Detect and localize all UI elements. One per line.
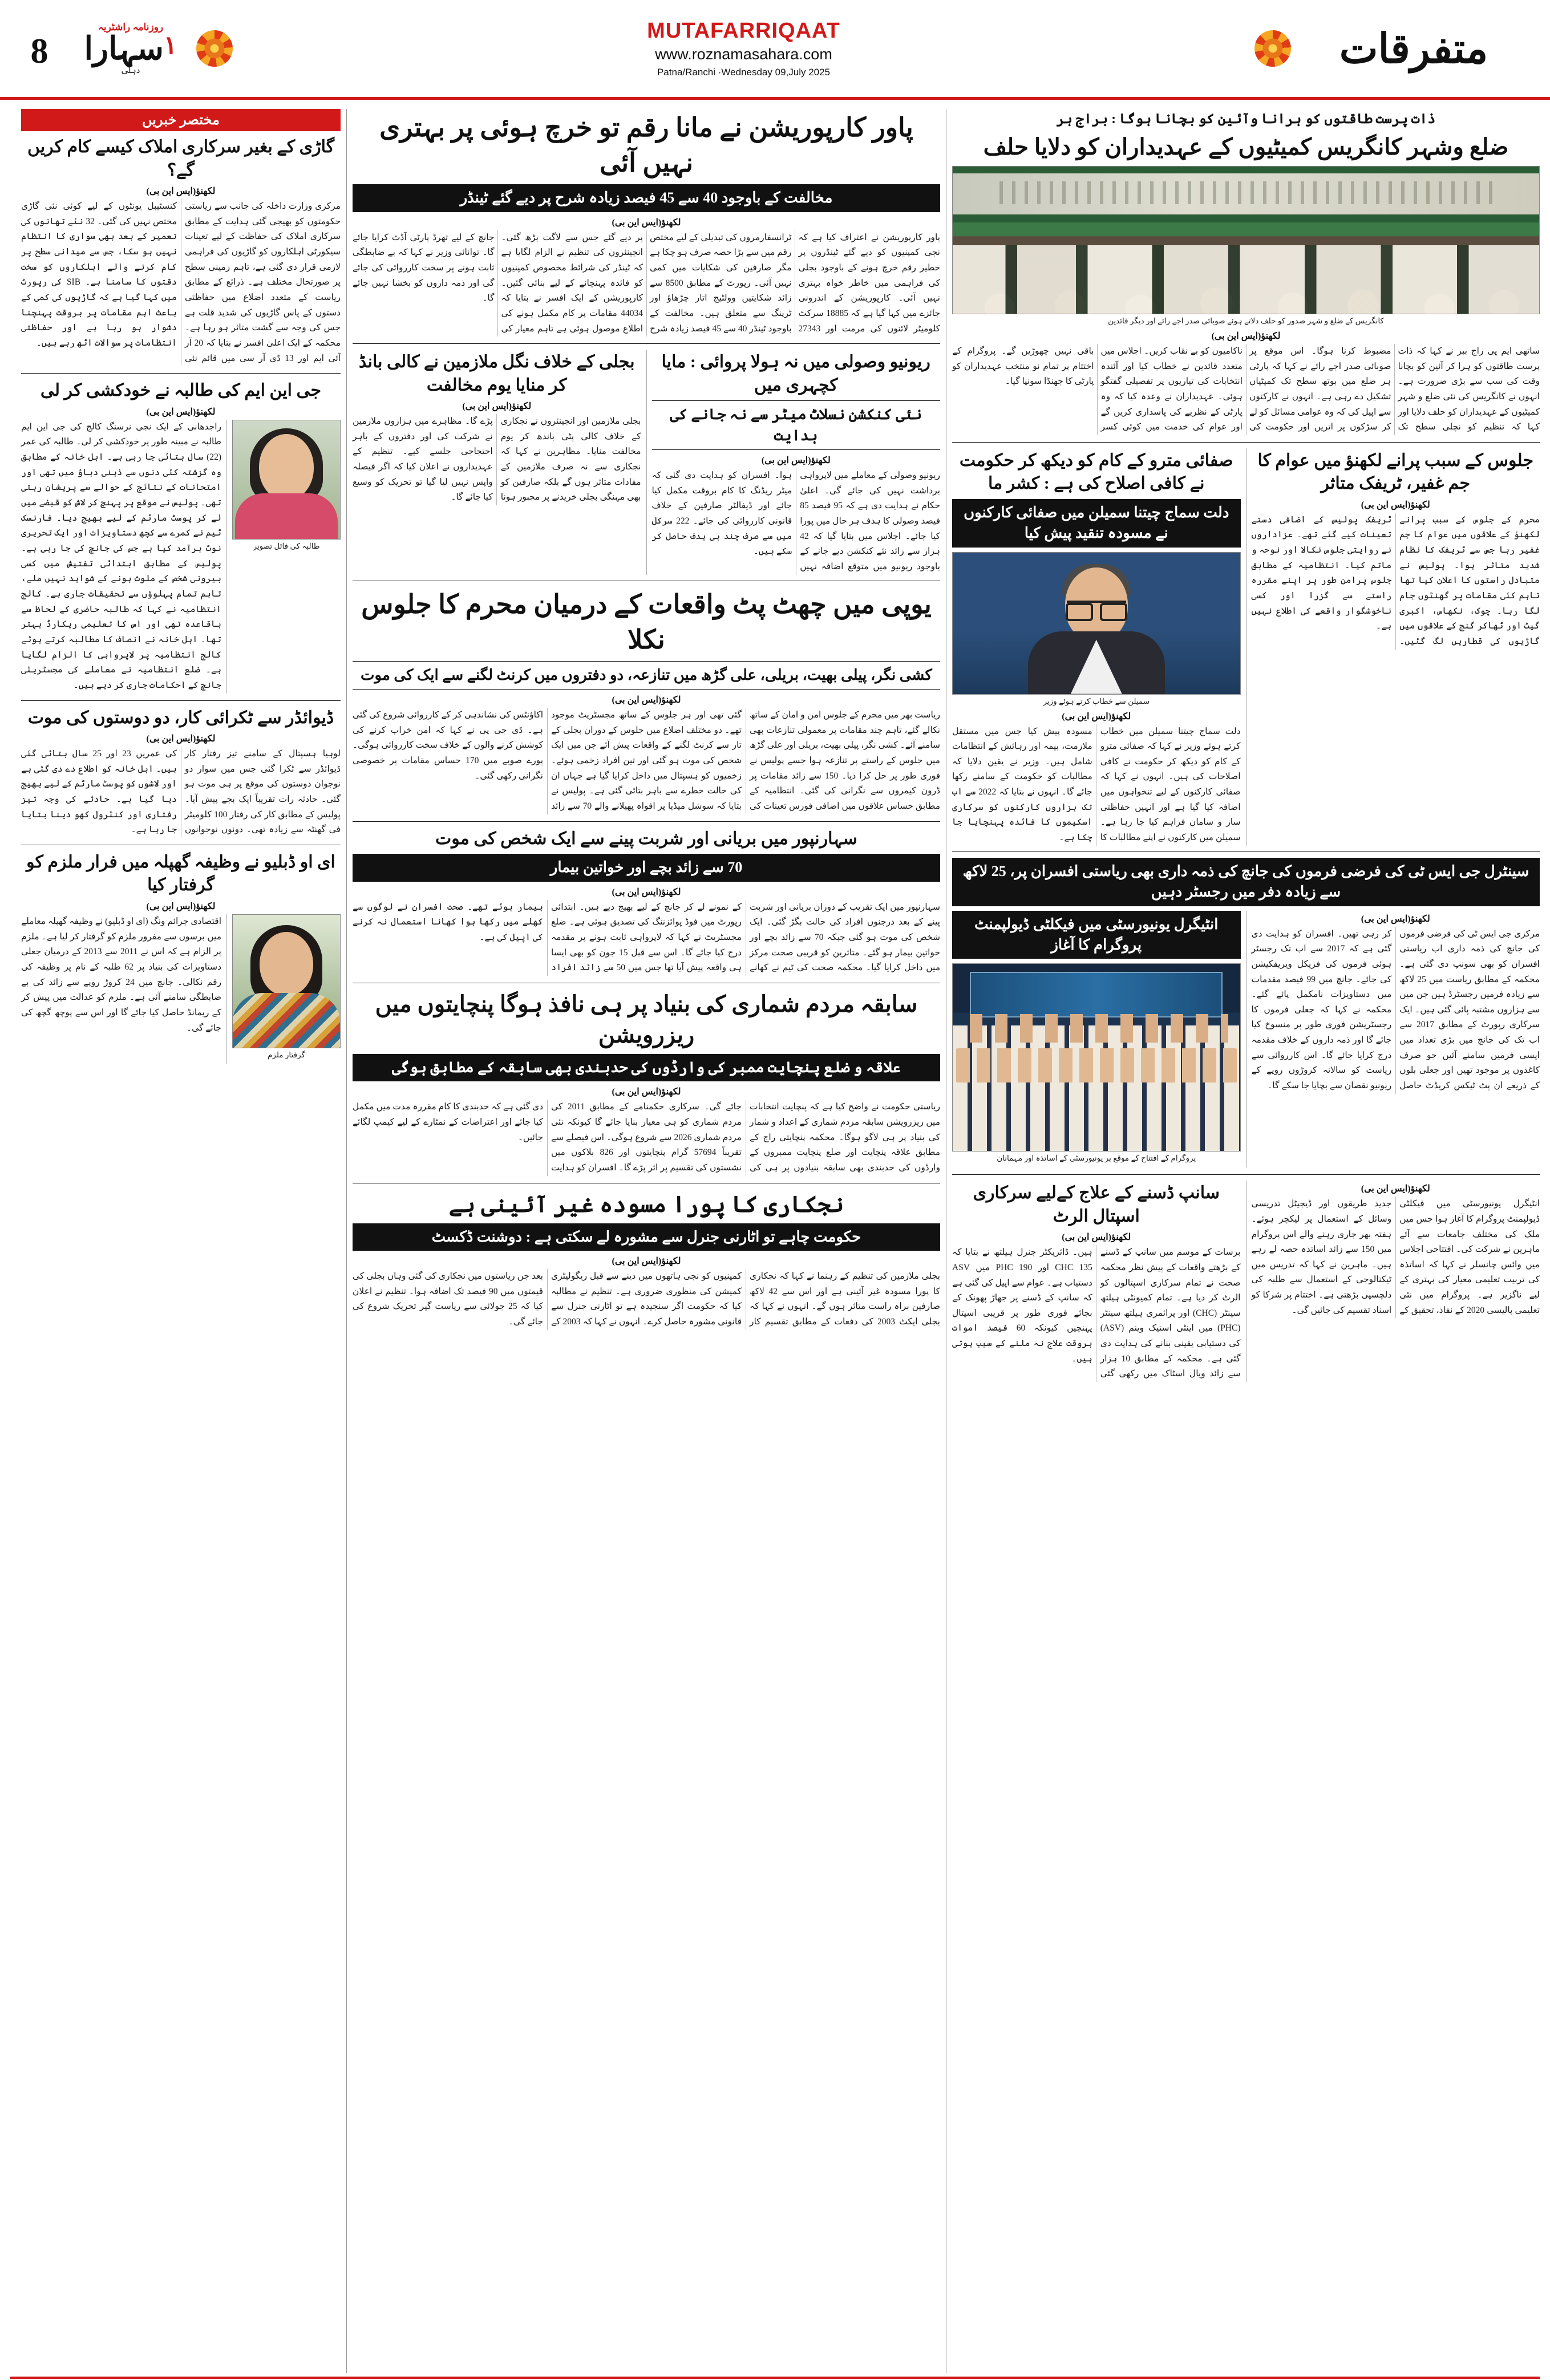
- right-split-1: [952, 448, 1540, 846]
- newspaper-logo: [65, 21, 196, 76]
- article-body: اقتصادی جرائم ونگ (ای او ڈبلیو) نے وظیفہ گھپلہ معاملے میں برسوں سے مفرور ملزم کو گرفتار کر لیا ہے۔ ملزم پر الزام ہے کہ اس نے 2011 سے 2013 کے درمیان جعلی دستاویزات کی بنیاد پر 62 طلبہ کے نام پر وظیفہ کی رقم نکالی۔ جانچ میں 24 کروڑ روپے سے زائد کی بے ضابطگی سامنے آئی ہے۔ ملزم کو عدالت میں پیش کر کے ریمانڈ حاصل کیا جائے گا اور اس سے پوچھ گچھ کی جائے گی۔: [21, 916, 221, 1033]
- article-byline: لکھنؤ(ایس این بی): [1361, 500, 1430, 510]
- article-headline: بجلی کے خلاف نگل ملازمین نے کالی بانڈ کر منایا یوم مخالفت: [358, 352, 635, 395]
- article-food-poisoning: [353, 828, 940, 976]
- article-byline: لکھنؤ(ایس این بی): [612, 217, 681, 228]
- article-muharram-procession: [353, 587, 940, 814]
- logo-top-text: روزنامہ راشٹریہ: [98, 22, 164, 33]
- article-integral-university: [952, 911, 1241, 1168]
- mid-split-1: [353, 350, 940, 574]
- dateline-english: Patna/Ranchi ·Wednesday 09,July 2025: [657, 67, 831, 78]
- article-headline: انٹیگرل یونیورسٹی میں فیکلٹی ڈیولپمنٹ پروگرام کا آغاز: [952, 911, 1241, 959]
- column-divider-2: [346, 109, 347, 2373]
- article-panchayat-reservation: [353, 989, 940, 1176]
- article-body: بجلی ملازمین اور انجینئروں نے نجکاری کے خلاف کالی پٹی باندھ کر یوم مخالفت منایا۔ مظاہرین نے کہا کہ نجکاری سے نہ صرف ملازمین کے مفادات متاثر ہوں گے بلکہ صارفین کو بھی مہنگی بجلی خریدنے پر مجبور ہونا پڑے گا۔ مظاہرے میں ہزاروں ملازمین نے شرکت کی اور دفتروں کے باہر احتجاجی جلسے کیے۔ تنظیم کے عہدیداروں نے اعلان کیا کہ اگر فیصلہ واپس نہیں لیا گیا تو تحریک کو وسیع کیا جائے گا۔: [353, 416, 641, 502]
- article-byline: لکھنؤ(ایس این بی): [146, 407, 216, 417]
- article-gst-fake-firms: [952, 858, 1540, 1167]
- article-body: ریاستی حکومت نے واضح کیا ہے کہ پنچایت انتخابات میں ریزرویشن سابقہ مردم شماری کے اعداد و شمار کی بنیاد پر ہی لاگو ہوگا۔ محکمہ پنچایتی راج کے مطابق علاقہ پنچایت اور ضلع پنچایت ممبروں کے وارڈوں کی حدبندی بھی سابقہ بنیادوں پر ہی کی جائے گی۔ سرکاری حکمنامے کے مطابق 2011 کی مردم شماری کو ہی معیار بنایا جائے گا کیونکہ نئی مردم شماری 2026 سے شروع ہوگی۔ اس فیصلے سے تقریباً 57694 گرام پنچایتوں اور 826 بلاکوں میں نشستوں کی تقسیم پر اثر پڑے گا۔ افسران کو ہدایت دی گئی ہے کہ حدبندی کا کام مقررہ مدت میں مکمل کیا جائے اور اعتراضات کے نمٹارے کے لیے کیمپ لگائے جائیں۔: [353, 1102, 940, 1173]
- article-snake-bite-alert: [952, 1181, 1241, 1382]
- article-headline: یوپی میں چھٹ پٹ واقعات کے درمیان محرم کا جلوس نکلا: [361, 589, 932, 654]
- article-body: مرکزی جی ایس ٹی کی فرضی فرموں کی جانچ کی ذمہ داری اب ریاستی افسران کو بھی سونپ دی گئی ہے۔ محکمہ کے مطابق ریاست میں 25 لاکھ سے زیادہ فرمیں رجسٹرڈ ہیں جن میں سے ہزاروں مشتبہ پائی گئی ہیں۔ ایک سرکاری رپورٹ کے مطابق 2017 سے اب تک کی جانچ میں بڑی تعداد میں ایسی فرمیں سامنے آئیں جو صرف کاغذوں پر موجود تھیں اور جعلی بلوں کے ذریعے ان پٹ ٹیکس کریڈٹ حاصل کر رہی تھیں۔ افسران کو ہدایت دی گئی ہے کہ 2017 سے اب تک رجسٹر ہوئی فرموں کی فزیکل ویریفکیشن کی جائے۔ جانچ میں 99 فیصد مقدمات میں دستاویزات نامکمل پائے گئے۔ محکمہ نے کہا کہ جعلی فرموں کا رجسٹریشن فوری طور پر منسوخ کیا جائے گا اور ذمہ داروں کے خلاف مقدمہ درج کرایا جائے گا۔ اس کارروائی سے ریاست کو سالانہ کروڑوں روپے کے ریونیو نقصان سے بچایا جا سکے گا۔: [1251, 929, 1540, 1091]
- article-subhead: کشی نگر، پیلی بھیت، بریلی، علی گڑھ میں تنازعہ، دو دفتروں میں کرنٹ لگنے سے ایک کی موت: [353, 661, 940, 690]
- photo-student-portrait: [232, 420, 341, 540]
- article-revenue-collection: [652, 350, 941, 574]
- article-headline: پاور کارپوریشن نے مانا رقم تو خرچ ہوئی پر بہتری نہیں آئی: [379, 113, 913, 178]
- section-title-urdu: متفرقات: [1339, 26, 1488, 72]
- right-split-2: [952, 1181, 1540, 1382]
- article-govt-vehicles: [21, 136, 341, 366]
- masthead-right: [1291, 25, 1536, 73]
- article-body: ریاست بھر میں محرم کے جلوس امن و امان کے ساتھ نکالے گئے، تاہم چند مقامات پر معمولی تنازعات بھی سامنے آئے۔ کشی نگر، پیلی بھیت، بریلی اور علی گڑھ میں جلوس کے راستے پر تنازعہ ہوا جسے پولیس نے فوری طور پر حل کرا دیا۔ 150 سے زائد مقامات پر ڈرون کیمروں سے نگرانی کی گئی۔ انتظامیہ کے مطابق حساس علاقوں میں اضافی فورس تعینات کی گئی تھی اور ہر جلوس کے ساتھ مجسٹریٹ موجود تھے۔ دو مختلف اضلاع میں جلوس کے دوران بجلی کے تار سے کرنٹ لگنے کے واقعات پیش آئے جن میں ایک شخص کی موت ہو گئی اور تین افراد زخمی ہوئے۔ زخمیوں کو ہسپتال میں داخل کرایا گیا ہے جہاں ان کی حالت خطرے سے باہر بتائی گئی ہے۔ پولیس نے بتایا کہ سوشل میڈیا پر افواہ پھیلانے والے 70 سے زائد اکاؤنٹس کی نشاندہی کر کے کارروائی شروع کی گئی ہے۔ ڈی جی پی نے کہا کہ امن خراب کرنے کی کوشش کرنے والوں کے خلاف سخت کارروائی ہوگی۔ پورے صوبے میں 170 حساس مقامات پر خصوصی نگرانی رکھی گئی۔: [353, 710, 940, 812]
- photo-minister-portrait: [952, 552, 1241, 695]
- page-content: [0, 103, 1550, 2373]
- article-byline: لکھنؤ(ایس این بی): [1211, 331, 1281, 341]
- article-body-lead: راجدھانی کے ایک نجی نرسنگ کالج کی جی این ایم طالبہ نے مبینہ طور پر خودکشی کر لی۔ طالبہ کی عمر (22) سال بتائی جا رہی ہے۔ اہل خانہ کے مطابق وہ گزشتہ کئی دنوں سے ذہنی دباؤ میں تھی اور امتحانات کے نتائج کے حوالے سے پریشان رہتی تھی۔ پولیس نے موقع پر پہنچ کر لاش کو قبضے میں لے کر پوسٹ مارٹم کے لیے بھیج دیا۔ فارنسک ٹیم نے کمرے سے کچھ دستاویزات اور ایک تحریری نوٹ برآمد کیا ہے جس کی جانچ کی جا رہی ہے۔ پولیس کے مطابق ابتدائی تفتیش میں کسی بیرونی شخص کے ملوث ہونے کے شواہد نہیں ملے، تاہم تمام پہلوؤں سے تحقیقات جاری ہے۔ کالج انتظامیہ نے کہا کہ طالبہ حاضری کے لحاظ سے باقاعدہ تھی اور اس کا تعلیمی ریکارڈ بہتر تھا۔ اہل خانہ نے انصاف کا مطالبہ کرتے ہوئے کالج انتظامیہ پر لاپرواہی کا الزام لگایا ہے۔ ضلع انتظامیہ نے معاملے کی مجسٹریٹی جانچ کے احکامات جاری کر دیے ہیں۔: [21, 421, 221, 690]
- photo-caption: گرفتار ملزم: [268, 1050, 305, 1059]
- article-headline: ضلع وشہر کانگریس کمیٹیوں کے عہدیداران کو دلایا حلف: [983, 134, 1509, 160]
- article-subhead: 70 سے زائد بچے اور خواتین بیمار: [353, 854, 940, 881]
- article-car-divider-crash: [21, 707, 341, 838]
- article-byline: لکھنؤ(ایس این بی): [146, 734, 216, 744]
- masthead-center: [233, 19, 1254, 78]
- article-byline: لکھنؤ(ایس این بی): [612, 1087, 681, 1097]
- article-body: دلت سماج چیتنا سمیلن میں خطاب کرتے ہوئے وزیر نے کہا کہ صفائی مترو کے کام کو دیکھ کر حکومت نے کافی اصلاحات کی ہیں۔ انہوں نے کہا کہ صفائی کارکنوں کے لیے تنخواہوں میں اضافہ کیا گیا ہے اور انہیں حفاظتی ساز و سامان فراہم کیا جا رہا ہے۔ سمیلن میں کارکنوں نے اپنے مطالبات کا مسودہ پیش کیا جس میں مستقل ملازمت، بیمہ اور رہائش کے انتظامات شامل ہیں۔ وزیر نے یقین دلایا کہ مطالبات کو حکومت کے سامنے رکھا جائے گا۔ انہوں نے بتایا کہ 2022 سے اب تک ہزاروں کارکنوں کو سرکاری اسکیموں کا فائدہ پہنچایا جا چکا ہے۔: [952, 726, 1241, 843]
- article-safai-mitra: [952, 448, 1241, 846]
- column-right: [952, 109, 1540, 2373]
- article-subhead: دلت سماج چیتنا سمیلن میں صفائی کارکنوں نے مسودہ تنقید پیش کیا: [952, 499, 1241, 548]
- column-middle: [353, 109, 940, 2373]
- column-left: [21, 109, 341, 2373]
- article-subhead: علاقہ و ضلع پنچایت ممبر کی وارڈوں کی حدبندی بھی سابقہ کے مطابق ہوگی: [353, 1054, 940, 1081]
- photo-caption: پروگرام کے افتتاح کے موقع پر یونیورسٹی کے اساتذہ اور مہمانان: [997, 1154, 1196, 1163]
- article-headline: ای او ڈبلیو نے وظیفہ گھپلہ میں فرار ملزم کو گرفتار کیا: [26, 852, 335, 895]
- photo-caption: کانگریس کے ضلع و شہر صدور کو حلف دلاتے ہوئے صوبائی صدر اجے رائے اور دیگر قائدین: [1108, 317, 1384, 325]
- website-url[interactable]: www.roznamasahara.com: [655, 46, 832, 63]
- article-privatisation-unconstitutional: [353, 1189, 940, 1330]
- masthead: [0, 0, 1550, 100]
- photo-congress-stage: [952, 166, 1540, 314]
- article-body: ریونیو وصولی کے معاملے میں لاپرواہی برداشت نہیں کی جائے گی۔ اعلیٰ حکام نے ہدایت دی ہے کہ 95 فیصد 85 فیصد وصولی کا ہدف ہر حال میں پورا کیا جائے۔ اجلاس میں بتایا گیا کہ 42 ہزار سے زائد نئے کنکشن دیے جانے کے باوجود ریونیو میں متوقع اضافہ نہیں ہوا۔ افسران کو ہدایت دی گئی کہ میٹر ریڈنگ کا کام بروقت مکمل کیا جائے اور ڈیفالٹر صارفین کے خلاف قانونی کارروائی کی جائے۔ 222 سرکل میں سے صرف چند ہی ہدف حاصل کر سکے ہیں۔: [651, 470, 940, 571]
- article-kicker: ذات پرست طاقتوں کو ہرانا وآئین کو بچانا ہوگا : براج ہر: [1056, 112, 1436, 127]
- article-headline: ریونیو وصولی میں نہ ہولا پروائی : مایا کچہری میں: [661, 352, 930, 395]
- article-byline: لکھنؤ(ایس این بی): [146, 901, 216, 911]
- section-title-english: MUTAFARRIQAAT: [647, 19, 840, 43]
- photo-faculty-group: [952, 963, 1241, 1152]
- photo-caption: طالبہ کی فائل تصویر: [253, 541, 320, 550]
- photo-caption: سمیلن سے خطاب کرتے ہوئے وزیر: [1043, 696, 1150, 706]
- article-headline: سابقہ مردم شماری کی بنیاد پر ہی نافذ ہوگا پنچایتوں میں ریزرویشن: [375, 991, 918, 1048]
- article-headline: جلوس کے سبب پرانے لکھنؤ میں عوام کا جم غفیر، ٹریفک متاثر: [1257, 451, 1534, 493]
- article-headline: ڈیوائڈر سے ٹکرائی کار، دو دوستوں کی موت: [27, 708, 334, 727]
- page-number: 8: [30, 31, 48, 71]
- article-headline: صفائی مترو کے کام کو دیکھ کر حکومت نے کافی اصلاح کی ہے : کشر ما: [959, 451, 1233, 493]
- article-body: محرم کے جلوس کے سبب پرانے لکھنؤ کے علاقوں میں عوام کا جم غفیر رہا جس سے ٹریفک کا نظام شدید متاثر ہوا۔ پولیس نے متبادل راستوں کا اعلان کیا تھا تاہم کئی مقامات پر گھنٹوں جام لگا رہا۔ چوک، نکھاس، اکبری گیٹ اور ٹھاکر گنج کے علاقوں میں گاڑیوں کی قطاریں لگ گئیں۔ ٹریفک پولیس کے اضافی دستے تعینات کیے گئے تھے۔ عزاداروں نے روایتی جلوس نکالا اور نوحہ و ماتم کیا۔ انتظامیہ کے مطابق جلوس پرامن طور پر اپنے مقررہ راستے سے گزرا اور کسی ناخوشگوار واقعے کی اطلاع نہیں ہے۔: [1251, 514, 1540, 647]
- article-power-corporation: [353, 110, 940, 336]
- article-headline: سینٹرل جی ایس ٹی کی فرضی فرموں کی جانچ کی ذمہ داری بھی ریاستی افسران پر، 25 لاکھ سے زیادہ دفر میں رجسٹر دہیں: [952, 858, 1540, 906]
- logo-main-text: [84, 33, 177, 65]
- article-headline: گاڑی کے بغیر سرکاری املاک کیسے کام کریں گے؟: [27, 137, 335, 180]
- sunflower-icon-2: [1254, 30, 1291, 67]
- article-headline: سانپ ڈسنے کے علاج کےلیے سرکاری اسپتال الرٹ: [973, 1183, 1220, 1226]
- article-subhead: مخالفت کے باوجود 40 سے 45 فیصد زیادہ شرح پر دیے گئے ٹینڈر: [353, 184, 940, 212]
- article-byline: لکھنؤ(ایس این بی): [146, 186, 216, 196]
- article-muharram-traffic: [1252, 448, 1540, 846]
- article-body: انٹیگرل یونیورسٹی میں فیکلٹی ڈیولپمنٹ پروگرام کا آغاز ہوا جس میں ملک کی مختلف جامعات سے آئے ماہرین نے شرکت کی۔ افتتاحی اجلاس میں وائس چانسلر نے کہا کہ اساتذہ کی تربیت تعلیمی معیار کی بہتری کے لیے ناگزیر ہے۔ پروگرام میں نئی تعلیمی پالیسی 2020 کے نفاذ، تحقیق کے جدید طریقوں اور ڈیجیٹل تدریسی وسائل کے استعمال پر لیکچر ہوئے۔ ہفتہ بھر جاری رہنے والے اس پروگرام میں 150 سے زائد اساتذہ حصہ لے رہے ہیں۔ ماہرین نے کہا کہ تدریس میں ٹیکنالوجی کے استعمال سے طلبہ کی دلچسپی بڑھتی ہے۔ اختتام پر شرکا کو اسناد تقسیم کی جائیں گی۔: [1251, 1199, 1540, 1315]
- article-headline: جی این ایم کی طالبہ نے خودکشی کر لی: [40, 381, 322, 400]
- article-byline: لکھنؤ(ایس این بی): [612, 887, 681, 897]
- article-eow-scholarship-arrest: [21, 851, 341, 1064]
- article-body: بجلی ملازمین کی تنظیم کے رہنما نے کہا کہ نجکاری کا پورا مسودہ غیر آئینی ہے اور اس سے 42 لاکھ صارفین براہ راست متاثر ہوں گے۔ انہوں نے کہا کہ بجلی ایکٹ 2003 کی دفعات کے مطابق تقسیم کار کمپنیوں کو نجی ہاتھوں میں دینے سے قبل ریگولیٹری کمیشن کی منظوری ضروری ہے۔ تنظیم نے مطالبہ کیا کہ حکومت اگر سنجیدہ ہے تو اٹارنی جنرل سے قانونی مشورہ حاصل کرے۔ انہوں نے کہا کہ 2003 کے بعد جن ریاستوں میں نجکاری کی گئی وہاں بجلی کی قیمتوں میں 90 فیصد تک اضافہ ہوا۔ تنظیم نے اعلان کیا کہ 25 جولائی سے ریاست گیر تحریک شروع کی جائے گی۔: [353, 1271, 940, 1327]
- article-congress-oath: [952, 109, 1540, 435]
- logo-word: سہارا: [84, 31, 164, 67]
- footer-rule: [10, 2377, 1540, 2379]
- article-body: سہارنپور میں ایک تقریب کے دوران بریانی اور شربت پینے کے بعد درجنوں افراد کی حالت بگڑ گئی۔ ایک شخص کی موت ہو گئی جبکہ 70 سے زائد بچے اور خواتین بیمار ہو گئے۔ متاثرین کو قریبی صحت مرکز میں داخل کرایا گیا۔ محکمہ صحت کی ٹیم نے کھانے کے نمونے لے کر جانچ کے لیے بھیج دیے ہیں۔ ابتدائی رپورٹ میں فوڈ پوائزننگ کی تصدیق ہوئی ہے۔ ضلع مجسٹریٹ نے کہا کہ لاپرواہی ثابت ہونے پر مقدمہ درج کیا جائے گا۔ اس سے قبل 15 جون کو بھی ایسا ہی واقعہ پیش آیا تھا جس میں 50 سے زائد افراد بیمار ہوئے تھے۔ صحت افسران نے لوگوں سے کھلے میں رکھا ہوا کھانا استعمال نہ کرنے کی اپیل کی ہے۔: [353, 902, 940, 973]
- logo-numeral: ١: [163, 31, 177, 59]
- article-byline: لکھنؤ(ایس این بی): [1361, 1184, 1430, 1194]
- article-byline: لکھنؤ(ایس این بی): [761, 455, 831, 465]
- sunflower-icon: [196, 30, 233, 67]
- photo-arrested-person: [232, 914, 341, 1048]
- article-headline: نجکاری کا پورا مسودہ غیر آئینی ہے: [448, 1191, 844, 1217]
- article-bijli-protest: [353, 350, 641, 574]
- article-byline: لکھنؤ(ایس این بی): [612, 1256, 681, 1266]
- article-subhead: نئی کنکشن نسلاٹ میٹر سے نہ جانے کی ہدایت: [652, 400, 941, 450]
- article-byline: لکھنؤ(ایس این بی): [612, 695, 681, 706]
- article-headline: سہارنپور میں بریانی اور شربت پینے سے ایک شخص کی موت: [435, 829, 857, 848]
- article-body: مرکزی وزارت داخلہ کی جانب سے ریاستی حکومتوں کو بھیجی گئی ہدایت کے مطابق سرکاری املاک کی حفاظت کے لیے تعینات سیکورٹی اہلکاروں کو گاڑیوں کی فراہمی لازمی قرار دی گئی ہے، تاہم زمینی سطح پر صورتحال مختلف ہے۔ ذرائع کے مطابق ریاست کے متعدد اضلاع میں حفاظتی دستوں کے پاس گاڑیوں کی شدید قلت ہے جس کی وجہ سے گشت متاثر ہو رہا ہے۔ محکمہ کے ایک اعلیٰ افسر نے بتایا کہ 20 آر آئی ایم اور 13 ڈی آر سی میں قائم نئی کنسٹیبل یونٹوں کے لیے کوئی نئی گاڑی مختص نہیں کی گئی۔ 32 نئے تھانوں کی تعمیر کے بعد بھی سواری کا انتظام نہیں ہو سکا، جس سے میدانی سطح پر کام کرنے والے اہلکاروں کو سخت دقتوں کا سامنا ہے۔ SIB کی رپورٹ میں کہا گیا ہے کہ گاڑیوں کی کمی کے باعث اہم مقامات پر بروقت پہنچنا دشوار ہو رہا ہے اور حفاظتی انتظامات پر سوالات اٹھ رہے ہیں۔: [21, 201, 341, 363]
- article-body: پاور کارپوریشن نے اعتراف کیا ہے کہ نجی کمپنیوں کو دیے گئے ٹینڈروں پر خطیر رقم خرچ ہونے کے باوجود بجلی کی فراہمی میں خاطر خواہ بہتری نہیں آئی۔ کارپوریشن کے اندرونی جائزے میں کہا گیا ہے کہ 18885 سرکٹ کلومیٹر لائنوں کی مرمت اور 27343 ٹرانسفارمروں کی تبدیلی کے لیے مختص رقم میں سے بڑا حصہ صرف ہو چکا ہے مگر صارفین کی شکایات میں کمی نہیں آئی۔ رپورٹ کے مطابق 8500 سے زائد شکایتیں وولٹیج اتار چڑھاؤ اور ٹرپنگ سے متعلق ہیں۔ مخالفت کے باوجود ٹینڈر 40 سے 45 فیصد زیادہ شرح پر دیے گئے جس سے لاگت بڑھ گئی۔ انجینئروں کی تنظیم نے الزام لگایا ہے کہ ٹینڈر کی شرائط مخصوص کمپنیوں کو فائدہ پہنچانے کے لیے بنائی گئیں۔ کارپوریشن کے ایک افسر نے بتایا کہ 44034 مقامات پر کام مکمل ہونے کی اطلاع موصول ہوئی ہے تاہم معیار کی جانچ کے لیے تھرڈ پارٹی آڈٹ کرایا جائے گا۔ توانائی وزیر نے کہا کہ بے ضابطگی ثابت ہونے پر سخت کارروائی کی جائے گی اور ذمہ داروں کو بخشا نہیں جائے گا۔: [353, 232, 941, 334]
- article-byline: لکھنؤ(ایس این بی): [1361, 914, 1430, 924]
- article-byline: لکھنؤ(ایس این بی): [1062, 711, 1131, 721]
- brief-news-label: مختصر خبریں: [21, 109, 341, 131]
- article-byline: لکھنؤ(ایس این بی): [462, 402, 532, 412]
- article-body: برسات کے موسم میں سانپ کے ڈسنے کے بڑھتے واقعات کے پیش نظر محکمہ صحت نے تمام سرکاری اسپتالوں کو الرٹ کر دیا ہے۔ تمام کمیونٹی ہیلتھ سینٹر (CHC) اور پرائمری ہیلتھ سینٹر (PHC) میں اینٹی اسنیک وینم (ASV) کی دستیابی یقینی بنانے کی ہدایت دی گئی ہے۔ محکمہ کے مطابق 10 ہزار سے زائد ویال اسٹاک میں رکھی گئی ہیں۔ ڈائریکٹر جنرل ہیلتھ نے بتایا کہ 135 CHC اور 190 PHC میں ASV دستیاب ہے۔ عوام سے اپیل کی گئی ہے کہ سانپ کے ڈسنے پر جھاڑ پھونک کے بجائے فوری طور پر قریبی اسپتال پہنچیں کیونکہ 60 فیصد اموات بروقت علاج نہ ملنے کے سبب ہوتی ہیں۔: [952, 1247, 1241, 1379]
- article-body: لوہیا ہسپتال کے سامنے تیز رفتار کار ڈیوائڈر سے ٹکرا گئی جس میں سوار دو نوجوان دوستوں کی موقع پر ہی موت ہو گئی۔ حادثہ رات تقریباً ایک بجے پیش آیا۔ پولیس کے مطابق کار کی رفتار 100 کلومیٹر فی گھنٹہ سے زیادہ تھی۔ دونوں نوجوانوں کی عمریں 23 اور 25 سال بتائی گئی ہیں۔ اہل خانہ کو اطلاع دے دی گئی ہے اور لاشوں کو پوسٹ مارٹم کے لیے بھیج دیا گیا ہے۔ حادثے کی وجہ تیز رفتاری اور کنٹرول کھو دینا بتایا جا رہا ہے۔: [21, 749, 341, 835]
- article-byline: لکھنؤ(ایس این بی): [1062, 1232, 1131, 1243]
- article-gnm-student-suicide: [21, 379, 341, 693]
- logo-sub-text: دہلی: [121, 66, 140, 75]
- article-subhead: حکومت چاہے تو اٹارنی جنرل سے مشورہ لے سکتی ہے : دوشنت ڈکسٹ: [353, 1223, 940, 1251]
- article-body: ساتھی ایم پی راج ببر نے کہا کہ ذات پرست طاقتوں کو ہرا کر آئین کو بچانا وقت کی سب سے بڑی ضرورت ہے۔ انہوں نے کانگریس کی نئی ضلع و شہر کمیٹیوں کے عہدیداران کو حلف دلایا اور کہا کہ تنظیم کو نچلی سطح تک مضبوط کرنا ہوگا۔ اس موقع پر صوبائی صدر اجے رائے نے کہا کہ پارٹی ہر ضلع میں بوتھ سطح تک کمیٹیاں تشکیل دے رہی ہے۔ انہوں نے کارکنوں سے اپیل کی کہ وہ عوامی مسائل کو لے کر سڑکوں پر اتریں اور حکومت کی ناکامیوں کو بے نقاب کریں۔ اجلاس میں متعدد قائدین نے خطاب کیا اور آئندہ انتخابات کی تیاریوں پر تفصیلی گفتگو ہوئی۔ عہدیداران نے وعدہ کیا کہ وہ پارٹی کے نظریے کی پاسداری کریں گے اور عوام کی خدمت میں کوئی کسر باقی نہیں چھوڑیں گے۔ پروگرام کے اختتام پر تمام نو منتخب عہدیداران کو پارٹی کا جھنڈا سونپا گیا۔: [952, 346, 1540, 432]
